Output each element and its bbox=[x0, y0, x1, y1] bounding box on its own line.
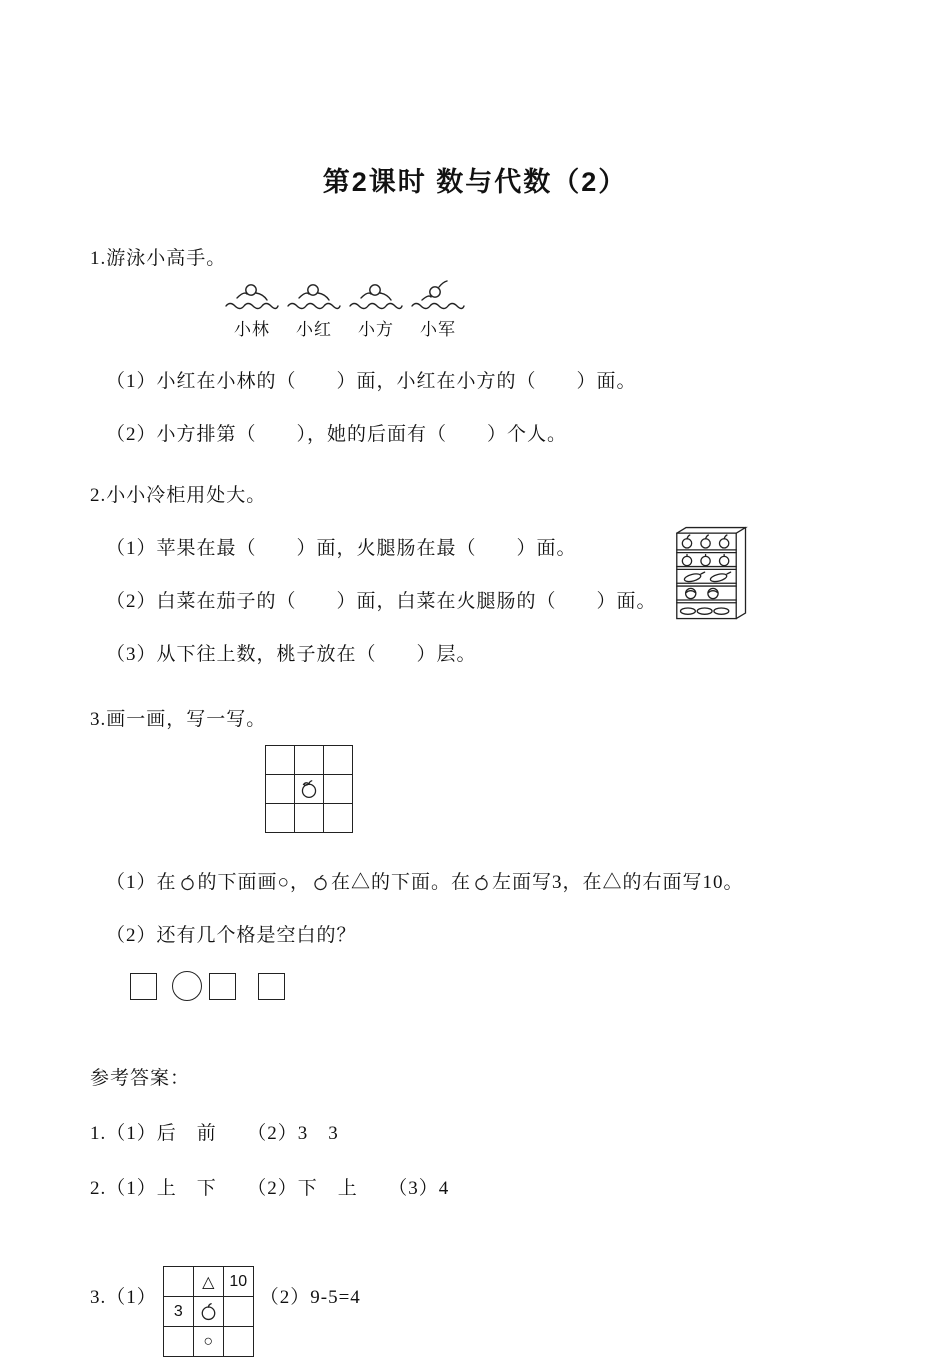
q3-item-2: （2）还有几个格是空白的？ bbox=[106, 925, 357, 946]
swimmer-label: 小林 bbox=[234, 320, 270, 339]
question-1 bbox=[90, 243, 860, 446]
answer-line-1: 1.（1）后 前 （2）3 3 bbox=[90, 1123, 339, 1144]
apple-icon bbox=[199, 1302, 218, 1321]
grid-cell bbox=[324, 804, 353, 833]
q3-item1-text-a: （1）在 bbox=[106, 872, 177, 893]
answers-heading: 参考答案： bbox=[90, 1068, 191, 1089]
swimmer-xiaolin bbox=[223, 280, 281, 340]
answer3-suffix: （2）9-5=4 bbox=[259, 1287, 361, 1308]
square-shape bbox=[209, 973, 236, 1000]
q2-item-3: （3）从下往上数，桃子放在（ ）层。 bbox=[106, 644, 477, 665]
grid-cell bbox=[224, 1297, 254, 1327]
swimmer-xiaohong bbox=[285, 280, 343, 340]
swimmer-xiaojun bbox=[409, 280, 467, 340]
swimmer-label: 小方 bbox=[358, 320, 394, 339]
swimmer-xiaofang bbox=[347, 280, 405, 340]
square-shape bbox=[258, 973, 285, 1000]
grid-cell bbox=[266, 804, 295, 833]
swimmers-figure bbox=[223, 280, 467, 340]
answer-line-3 bbox=[90, 1266, 860, 1357]
grid-cell bbox=[266, 775, 295, 804]
answer-key bbox=[90, 1063, 860, 1357]
page-title: 第2课时 数与代数（2） bbox=[322, 167, 628, 197]
swimmer-label: 小红 bbox=[296, 320, 332, 339]
shapes-row bbox=[130, 971, 860, 1001]
q3-item1-text-b: 的下面画○， bbox=[197, 872, 310, 893]
draw-grid bbox=[265, 745, 353, 833]
grid-cell-apple bbox=[295, 775, 324, 804]
q2-item-2: （2）白菜在茄子的（ ）面，白菜在火腿肠的（ ）面。 bbox=[106, 591, 657, 612]
grid-cell bbox=[324, 746, 353, 775]
grid-cell bbox=[164, 1267, 194, 1297]
apple-icon bbox=[312, 874, 329, 891]
freezer-figure bbox=[674, 525, 752, 628]
grid-cell-three: 3 bbox=[164, 1297, 194, 1327]
grid-cell bbox=[266, 746, 295, 775]
grid-cell bbox=[164, 1327, 194, 1357]
apple-icon bbox=[473, 874, 490, 891]
q2-heading: 2.小小冷柜用处大。 bbox=[90, 485, 267, 506]
q3-item1-text-c: 在△的下面。在 bbox=[331, 872, 472, 893]
swimmer-icon bbox=[347, 280, 405, 314]
square-shape bbox=[130, 973, 157, 1000]
answer3-prefix: 3.（1） bbox=[90, 1287, 157, 1308]
swimmer-icon bbox=[409, 280, 467, 314]
q3-item-1 bbox=[106, 867, 860, 894]
grid-cell bbox=[224, 1327, 254, 1357]
grid-cell bbox=[295, 804, 324, 833]
grid-cell bbox=[295, 746, 324, 775]
q2-items bbox=[90, 507, 657, 666]
grid-cell-circle: ○ bbox=[194, 1327, 224, 1357]
q1-heading: 1.游泳小高手。 bbox=[90, 248, 227, 269]
grid-cell-ten: 10 bbox=[224, 1267, 254, 1297]
apple-icon bbox=[179, 874, 196, 891]
question-3 bbox=[90, 704, 860, 1001]
freezer-icon bbox=[674, 525, 752, 623]
question-2 bbox=[90, 480, 860, 666]
q3-heading: 3.画一画，写一写。 bbox=[90, 709, 267, 730]
grid-cell bbox=[324, 775, 353, 804]
circle-shape bbox=[172, 971, 202, 1001]
apple-icon bbox=[299, 779, 319, 799]
grid-cell-triangle: △ bbox=[194, 1267, 224, 1297]
q3-item1-text-d: 左面写3，在△的右面写10。 bbox=[492, 872, 744, 893]
answer-grid bbox=[163, 1266, 254, 1357]
q1-item-1: （1）小红在小林的（ ）面，小红在小方的（ ）面。 bbox=[106, 371, 637, 392]
swimmer-icon bbox=[223, 280, 281, 314]
q1-item-2: （2）小方排第（ ），她的后面有（ ）个人。 bbox=[106, 424, 568, 445]
q2-item-1: （1）苹果在最（ ）面，火腿肠在最（ ）面。 bbox=[106, 538, 577, 559]
swimmer-label: 小军 bbox=[420, 320, 456, 339]
swimmer-icon bbox=[285, 280, 343, 314]
grid-cell-apple bbox=[194, 1297, 224, 1327]
answer-line-2: 2.（1）上 下 （2）下 上 （3）4 bbox=[90, 1178, 450, 1199]
